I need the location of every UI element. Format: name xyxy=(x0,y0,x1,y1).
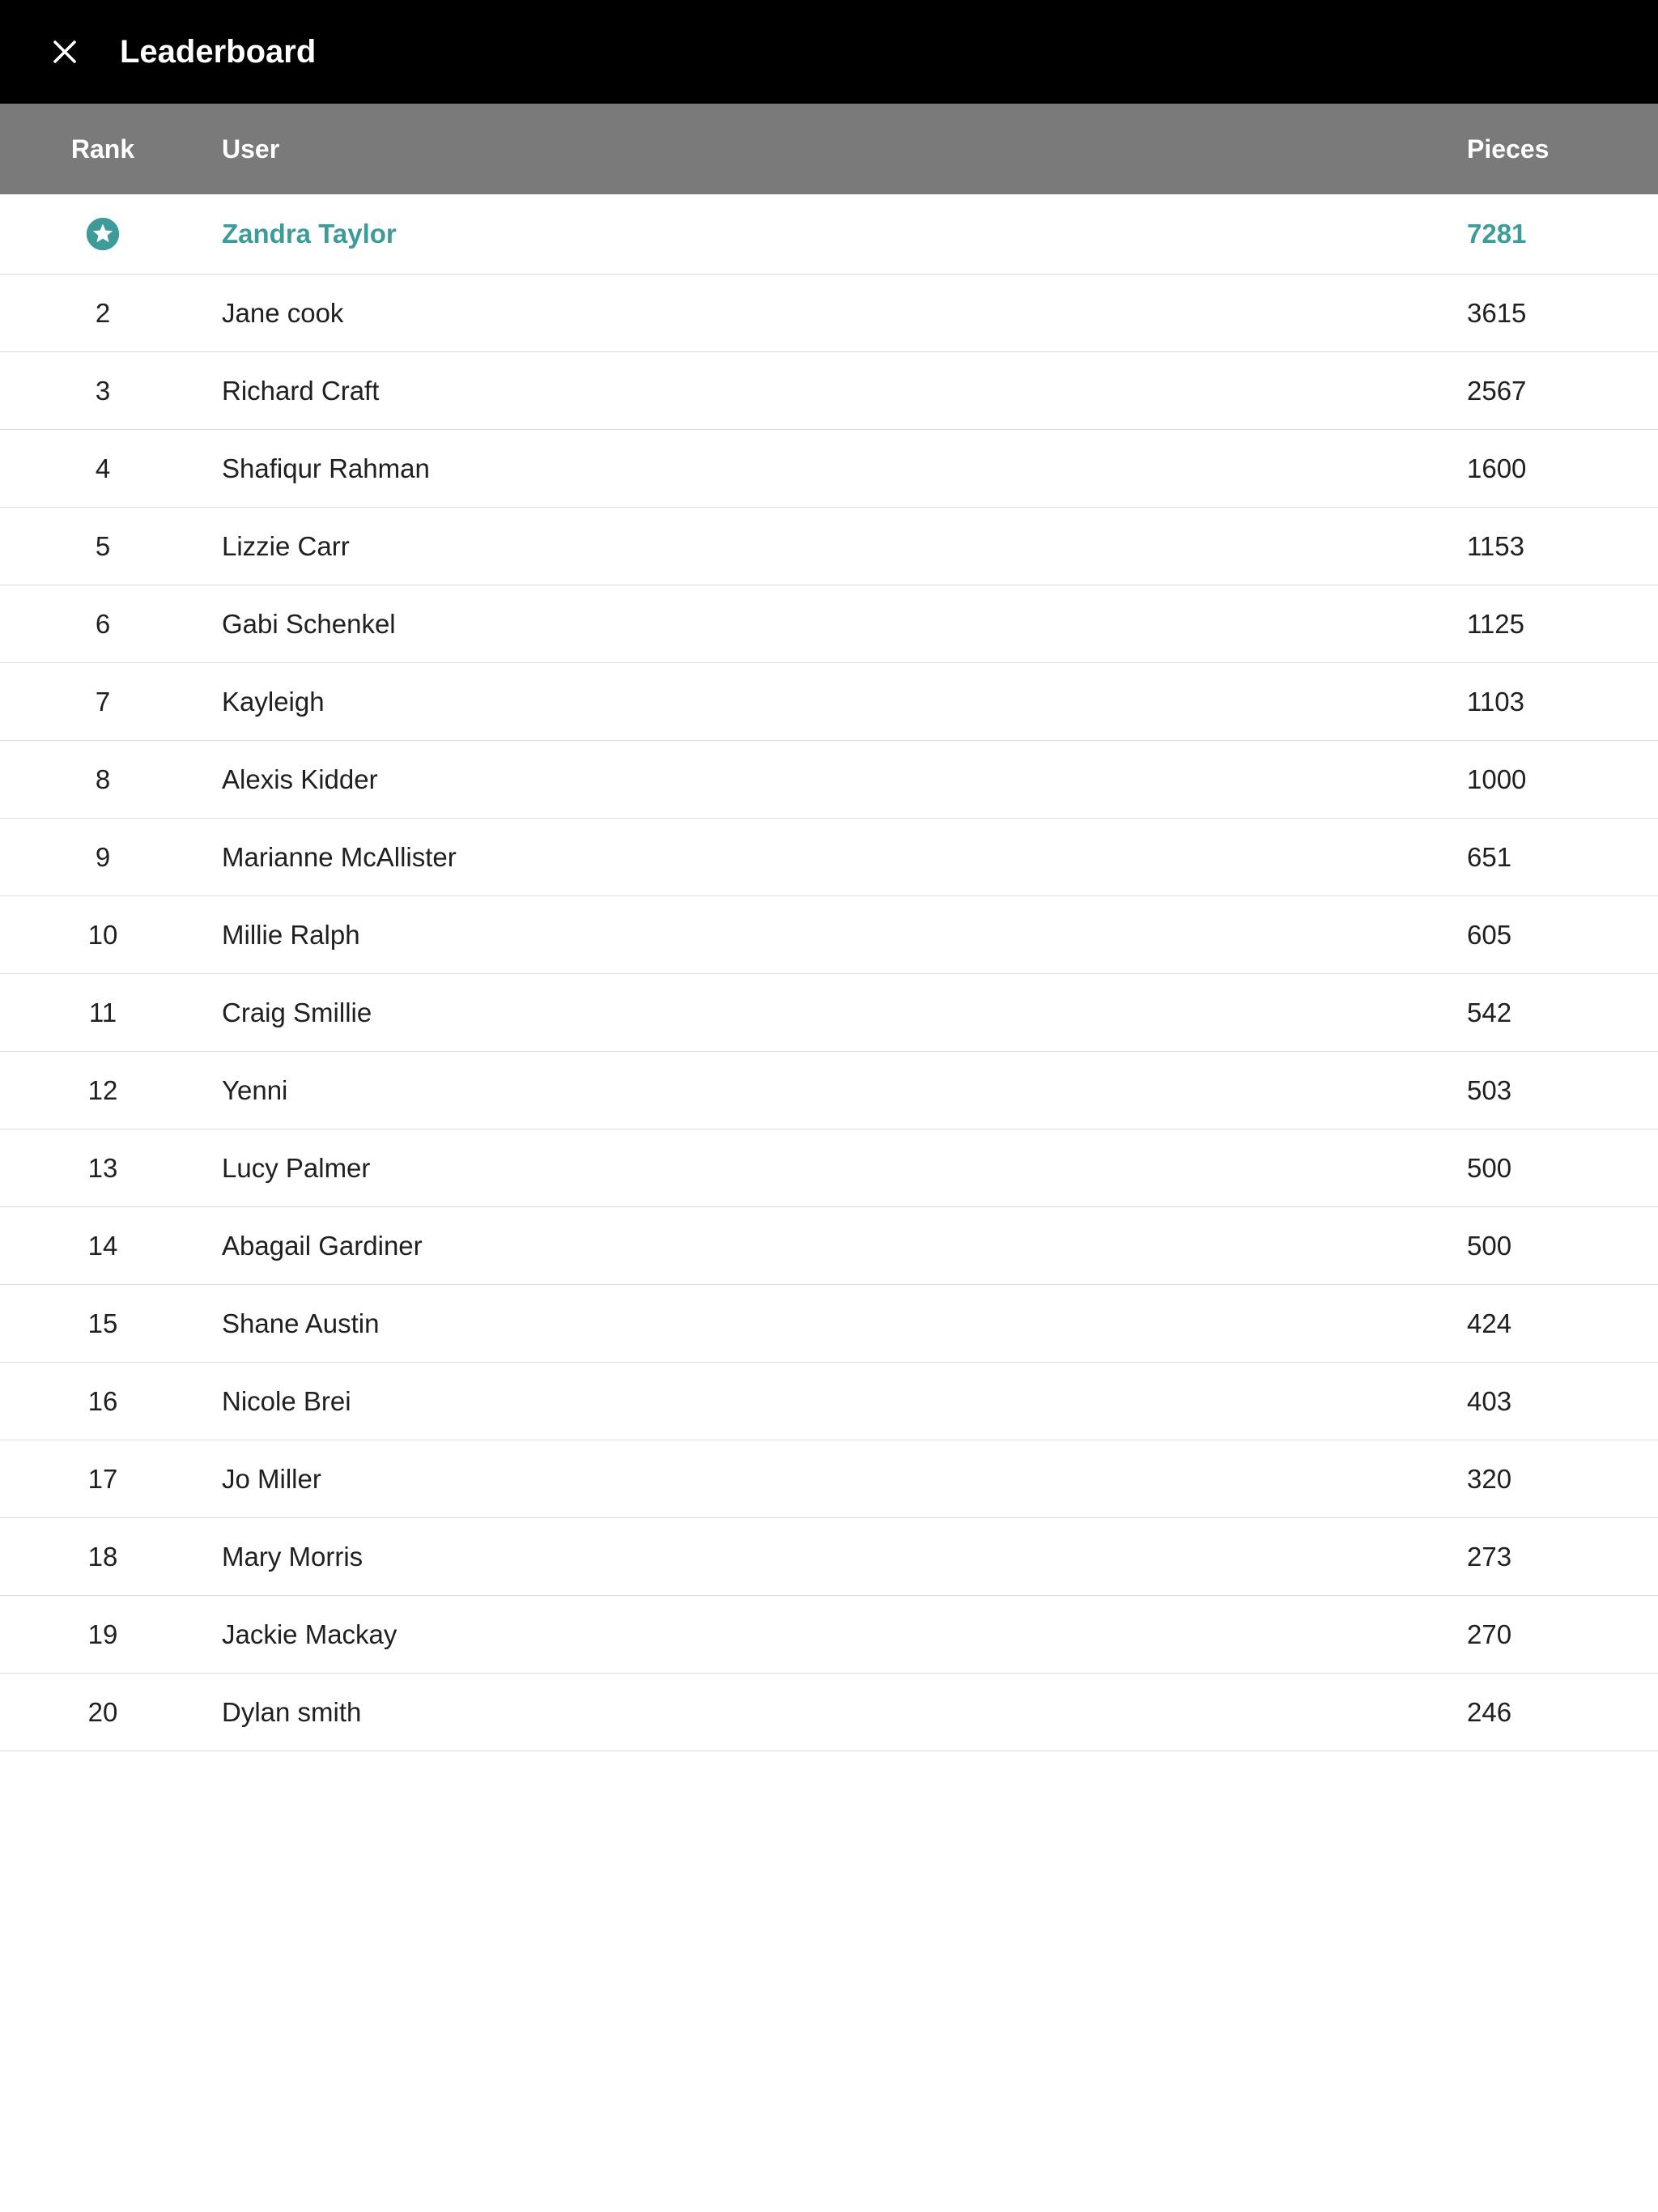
table-row[interactable] xyxy=(0,1596,1658,1674)
table-row[interactable] xyxy=(0,508,1658,585)
rank-cell: 13 xyxy=(87,1153,118,1183)
table-row[interactable] xyxy=(0,1440,1658,1518)
table-row[interactable] xyxy=(0,1129,1658,1207)
user-name: Dylan smith xyxy=(222,1697,362,1727)
user-name: Lucy Palmer xyxy=(222,1153,371,1183)
user-name: Shafiqur Rahman xyxy=(222,453,430,483)
table-row[interactable] xyxy=(0,1052,1658,1129)
pieces-count: 2567 xyxy=(1467,376,1527,406)
rank-cell: 2 xyxy=(95,298,111,328)
user-name: Millie Ralph xyxy=(222,920,360,950)
pieces-count: 1103 xyxy=(1467,687,1524,717)
table-row[interactable] xyxy=(0,896,1658,974)
close-icon[interactable] xyxy=(50,37,79,66)
page-title: Leaderboard xyxy=(120,34,317,70)
pieces-count: 1600 xyxy=(1467,453,1527,483)
user-name: Jo Miller xyxy=(222,1464,321,1494)
user-name: Jackie Mackay xyxy=(222,1619,397,1649)
header-rank[interactable]: Rank xyxy=(70,134,135,164)
table-row[interactable] xyxy=(0,663,1658,741)
pieces-count: 273 xyxy=(1467,1542,1512,1572)
pieces-count: 1125 xyxy=(1467,609,1524,639)
table-row-current-user[interactable] xyxy=(0,194,1658,274)
close-button[interactable] xyxy=(39,26,91,78)
table-row[interactable] xyxy=(0,1363,1658,1440)
pieces-count: 403 xyxy=(1467,1386,1512,1416)
rank-cell: 16 xyxy=(87,1386,118,1416)
table-row[interactable] xyxy=(0,1674,1658,1751)
rank-cell: 18 xyxy=(87,1542,118,1572)
pieces-count: 605 xyxy=(1467,920,1512,950)
user-name: Lizzie Carr xyxy=(222,531,350,561)
table-row[interactable] xyxy=(0,1285,1658,1363)
pieces-count: 500 xyxy=(1467,1231,1512,1261)
table-row[interactable] xyxy=(0,1207,1658,1285)
pieces-count: 542 xyxy=(1467,998,1512,1027)
pieces-count: 246 xyxy=(1467,1697,1512,1727)
rank-cell: 3 xyxy=(95,376,111,406)
pieces-count: 651 xyxy=(1467,842,1512,872)
user-name: Abagail Gardiner xyxy=(222,1231,423,1261)
user-name: Nicole Brei xyxy=(222,1386,351,1416)
user-name: Zandra Taylor xyxy=(222,219,397,249)
rank-cell: 4 xyxy=(95,453,111,483)
rank-cell: 12 xyxy=(87,1075,118,1105)
pieces-count: 320 xyxy=(1467,1464,1512,1494)
table-row[interactable] xyxy=(0,741,1658,819)
table-row[interactable] xyxy=(0,274,1658,352)
table-header xyxy=(0,104,1658,194)
rank-cell: 20 xyxy=(87,1697,118,1727)
table-row[interactable] xyxy=(0,430,1658,508)
star-badge-icon xyxy=(85,216,121,252)
pieces-count: 424 xyxy=(1467,1308,1512,1338)
user-name: Marianne McAllister xyxy=(222,842,457,872)
table-row[interactable] xyxy=(0,974,1658,1052)
header-user[interactable]: User xyxy=(222,134,280,164)
user-name: Yenni xyxy=(222,1075,288,1105)
user-name: Jane cook xyxy=(222,298,344,328)
pieces-count: 7281 xyxy=(1467,219,1527,249)
rank-cell: 19 xyxy=(87,1619,118,1649)
leaderboard-list xyxy=(0,194,1658,1751)
table-row[interactable] xyxy=(0,585,1658,663)
user-name: Shane Austin xyxy=(222,1308,380,1338)
rank-cell: 5 xyxy=(95,531,111,561)
rank-cell: 15 xyxy=(87,1308,118,1338)
pieces-count: 270 xyxy=(1467,1619,1512,1649)
pieces-count: 1000 xyxy=(1467,764,1527,794)
rank-cell: 17 xyxy=(87,1464,118,1494)
table-row[interactable] xyxy=(0,352,1658,430)
rank-cell: 8 xyxy=(95,764,111,794)
app-bar xyxy=(0,0,1658,104)
rank-cell: 7 xyxy=(95,687,111,717)
pieces-count: 503 xyxy=(1467,1075,1512,1105)
table-row[interactable] xyxy=(0,819,1658,896)
user-name: Gabi Schenkel xyxy=(222,609,396,639)
user-name: Mary Morris xyxy=(222,1542,363,1572)
rank-cell: 6 xyxy=(95,609,111,639)
rank-cell: 14 xyxy=(87,1231,118,1261)
rank-cell: 10 xyxy=(87,920,118,950)
pieces-count: 1153 xyxy=(1467,531,1524,561)
user-name: Richard Craft xyxy=(222,376,380,406)
header-pieces[interactable]: Pieces xyxy=(1467,134,1550,164)
pieces-count: 3615 xyxy=(1467,298,1527,328)
table-row[interactable] xyxy=(0,1518,1658,1596)
user-name: Kayleigh xyxy=(222,687,325,717)
pieces-count: 500 xyxy=(1467,1153,1512,1183)
user-name: Alexis Kidder xyxy=(222,764,378,794)
rank-cell: 9 xyxy=(95,842,111,872)
rank-cell: 11 xyxy=(88,998,117,1027)
user-name: Craig Smillie xyxy=(222,998,372,1027)
rank-cell xyxy=(0,194,206,274)
